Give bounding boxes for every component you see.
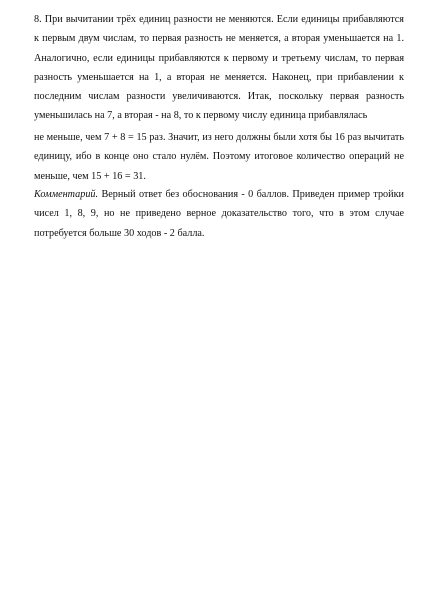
comment-paragraph [34,185,404,243]
solution-continuation-paragraph: не меньше, чем 7 + 8 = 15 раз. Значит, из него должны были хотя бы 16 раз вычитать единицу, ибо в конце оно стало нулём. Поэтому итоговое количество операций не меньше, чем 15 + 16 = 31. [34,132,404,182]
comment-text: Верный ответ без обоснования - 0 баллов. Приведен пример тройки чисел 1, 8, 9, но не приведено верное доказательство того, что в этом случае потребуется больше 30 ходов - 2 балла. [34,189,404,239]
comment-label: Комментарий. [34,189,99,200]
solution-paragraph: 8. При вычитании трёх единиц разности не меняются. Если единицы прибавляются к первым двум числам, то первая разность не меняется, а вторая уменьшается на 1. Аналогично, если единицы прибавляются к первому и третьему числам, то первая разность уменьшается на 1, а вторая не меняется. Наконец, при прибавлении к последним числам разности увеличиваются. Итак, поскольку первая разность уменьшилась на 7, а вторая - на 8, то к первому числу единица прибавлялась [34,14,404,122]
